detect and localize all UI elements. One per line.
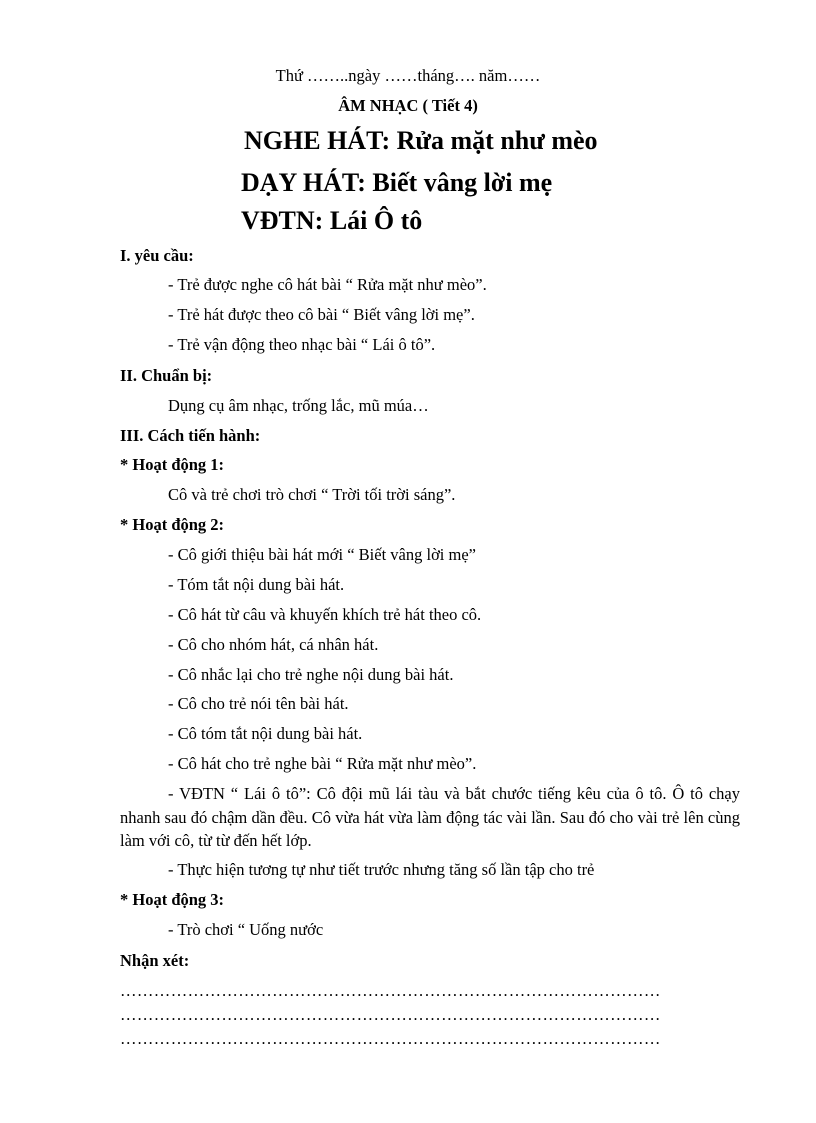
review-dotted-line: …………………………………………………………………………………… (120, 1005, 661, 1024)
list-item: - Trẻ hát được theo cô bài “ Biết vâng lời mẹ”. (168, 305, 475, 324)
section2-text: Dụng cụ âm nhạc, trống lắc, mũ múa… (168, 396, 429, 415)
list-item: - Cô tóm tắt nội dung bài hát. (168, 724, 363, 743)
subject-line: ÂM NHẠC ( Tiết 4) (338, 96, 478, 115)
review-dotted-line: …………………………………………………………………………………… (120, 1029, 661, 1048)
activity3-text: - Trò chơi “ Uống nước (168, 920, 324, 939)
list-item: - Cô nhắc lại cho trẻ nghe nội dung bài hát. (168, 665, 454, 684)
section3-heading: III. Cách tiến hành: (120, 426, 261, 445)
activity1-text: Cô và trẻ chơi trò chơi “ Trời tối trời sáng”. (168, 485, 456, 504)
activity1-heading: * Hoạt động 1: (120, 455, 225, 474)
review-heading: Nhận xét: (120, 951, 190, 970)
title-listen: NGHE HÁT: Rửa mặt như mèo (244, 126, 598, 155)
title-movement: VĐTN: Lái Ô tô (241, 206, 423, 235)
date-line: Thứ ……..ngày ……tháng…. năm…… (275, 66, 541, 85)
list-item: - Trẻ được nghe cô hát bài “ Rửa mặt như mèo”. (168, 275, 487, 294)
list-item: - Cô cho nhóm hát, cá nhân hát. (168, 635, 379, 654)
review-dotted-line: …………………………………………………………………………………… (120, 981, 661, 1000)
list-item: - Cô hát cho trẻ nghe bài “ Rửa mặt như mèo”. (168, 754, 477, 773)
movement-paragraph: - VĐTN “ Lái ô tô”: Cô đội mũ lái tàu và bắt chước tiếng kêu của ô tô. Ô tô chạy nhanh sau đó chậm dần đều. Cô vừa hát vừa làm động tác vài lần. Sau đó cho vài trẻ lên cùng làm với cô, từ từ đến hết lớp. (120, 784, 740, 850)
list-item: - Cô hát từ câu và khuyến khích trẻ hát theo cô. (168, 605, 482, 624)
list-item: - Cô cho trẻ nói tên bài hát. (168, 694, 349, 713)
title-sing: DẠY HÁT: Biết vâng lời mẹ (241, 168, 553, 197)
list-item: - Cô giới thiệu bài hát mới “ Biết vâng lời mẹ” (168, 545, 476, 564)
activity2-heading: * Hoạt động 2: (120, 515, 225, 534)
list-item: - Thực hiện tương tự như tiết trước nhưng tăng số lần tập cho trẻ (168, 860, 595, 879)
section2-heading: II. Chuẩn bị: (120, 366, 213, 385)
list-item: - Trẻ vận động theo nhạc bài “ Lái ô tô”. (168, 335, 436, 354)
section1-heading: I. yêu cầu: (120, 246, 194, 265)
list-item: - Tóm tắt nội dung bài hát. (168, 575, 345, 594)
activity3-heading: * Hoạt động 3: (120, 890, 225, 909)
